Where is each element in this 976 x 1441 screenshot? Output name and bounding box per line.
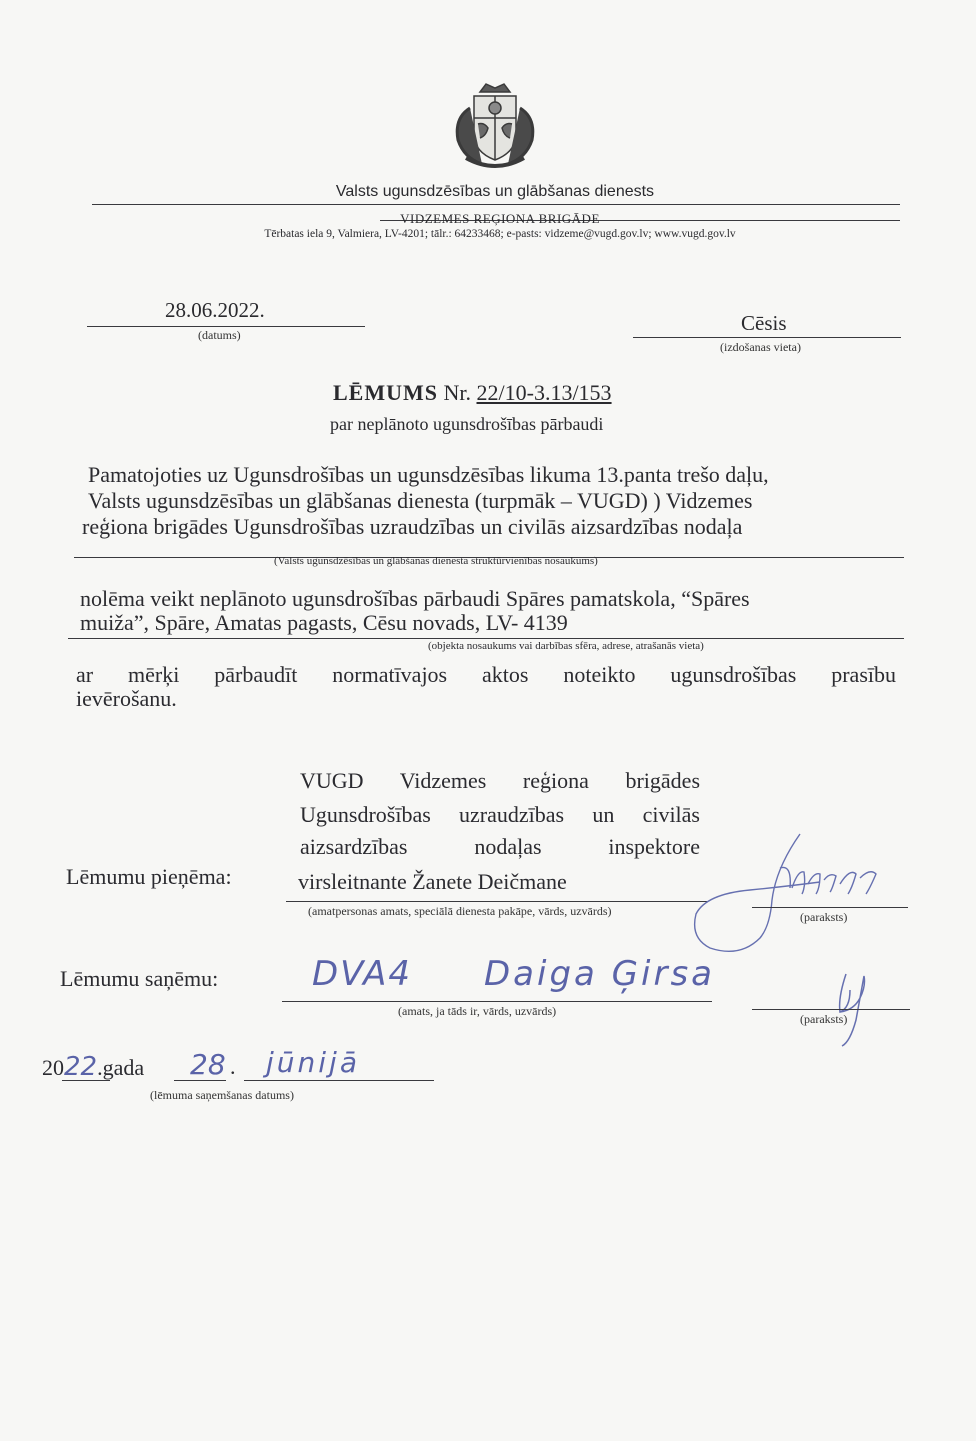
body-p2-line1: nolēma veikt neplānoto ugunsdrošības pārbaudi Spāres pamatskola, “Spāres (80, 586, 750, 611)
receiver-role-handwritten: DVA4 (312, 954, 413, 994)
brigade-name: VIDZEMES REĢIONA BRIGĀDE (400, 211, 600, 226)
receipt-year-handwritten: 22 (64, 1052, 98, 1082)
organization-name: Valsts ugunsdzēsības un glābšanas dienests (335, 183, 655, 200)
title-word: LĒMUMS (333, 380, 438, 405)
issue-place: Cēsis (741, 311, 787, 335)
receiver-caption: (amats, ja tāds ir, vārds, uzvārds) (398, 1004, 557, 1018)
receipt-caption: (lēmuma saņemšanas datums) (150, 1088, 294, 1102)
receipt-year-line (62, 1080, 110, 1081)
body-p1-line2: Valsts ugunsdzēsības un glābšanas dienesta (turpmāk – VUGD) ) Vidzemes (88, 488, 753, 513)
receiver-name-handwritten: Daiga Ģirsa (484, 954, 716, 994)
dm-caption: (amatpersonas amats, speciālā dienesta pakāpe, vārds, uzvārds) (308, 904, 612, 918)
header-divider (92, 204, 900, 205)
dm-line2: Ugunsdrošības uzraudzības un civilās (300, 802, 700, 827)
dm-line (286, 901, 708, 902)
unit-caption: (Valsts ugunsdzēsības un glābšanas dienesta struktūrvienības nosaukums) (274, 555, 598, 567)
receipt-year-prefix: 20 (42, 1055, 64, 1080)
receipt-month-line (244, 1080, 434, 1081)
object-caption: (objekta nosaukums vai darbības sfēra, adrese, atrašanās vieta) (428, 640, 704, 652)
dm-signature-line (752, 907, 908, 908)
dm-line4: virsleitnante Žanete Deičmane (298, 869, 567, 894)
body-p1-line1: Pamatojoties uz Ugunsdrošības un ugunsdzēsības likuma 13.panta trešo daļu, (88, 462, 769, 487)
receiver-signature-line (752, 1009, 910, 1010)
body-p2-line2: muiža”, Spāre, Amatas pagasts, Cēsu novads, LV- 4139 (80, 610, 568, 635)
decision-title (333, 380, 612, 406)
receipt-day-handwritten: 28 (190, 1048, 226, 1081)
receipt-dot: . (230, 1054, 236, 1079)
dm-line3: aizsardzības nodaļas inspektore (300, 834, 700, 859)
receiver-signature-caption: (paraksts) (800, 1012, 848, 1026)
body-p1-line3: reģiona brigādes Ugunsdrošības uzraudzības un civilās aizsardzības nodaļa (82, 514, 743, 539)
dm-line1: VUGD Vidzemes reģiona brigādes (300, 768, 700, 793)
date-caption: (datums) (198, 328, 241, 342)
object-line (68, 638, 904, 639)
issue-date: 28.06.2022. (165, 298, 265, 322)
decision-number: 22/10-3.13/153 (476, 380, 612, 405)
receipt-date (42, 1054, 144, 1081)
inspector-signature (680, 828, 900, 968)
dm-signature-caption: (paraksts) (800, 910, 848, 924)
place-caption: (izdošanas vieta) (720, 340, 801, 354)
date-line (87, 326, 365, 327)
receipt-month-handwritten: jūnijā (266, 1046, 360, 1079)
decision-subtitle: par neplānoto ugunsdrošības pārbaudi (330, 414, 604, 434)
contact-info: Tērbatas iela 9, Valmiera, LV-4201; tālr.: 64233468; e-pasts: vidzeme@vugd.gov.lv; www.vugd.gov.lv (264, 228, 736, 240)
receipt-gada: .gada (97, 1055, 145, 1080)
receiver-line (282, 1001, 712, 1002)
decision-maker-label: Lēmumu pieņēma: (66, 864, 232, 889)
receiver-label: Lēmumu saņēmu: (60, 966, 219, 991)
body-p3-line2: ievērošanu. (76, 686, 177, 711)
receipt-day-line (174, 1080, 226, 1081)
latvia-coat-of-arms-icon (442, 78, 548, 178)
place-line (633, 337, 901, 338)
body-p3-line1: ar mērķi pārbaudīt normatīvajos aktos noteikto ugunsdrošības prasību (76, 662, 896, 687)
title-nr-label: Nr. (443, 380, 471, 405)
